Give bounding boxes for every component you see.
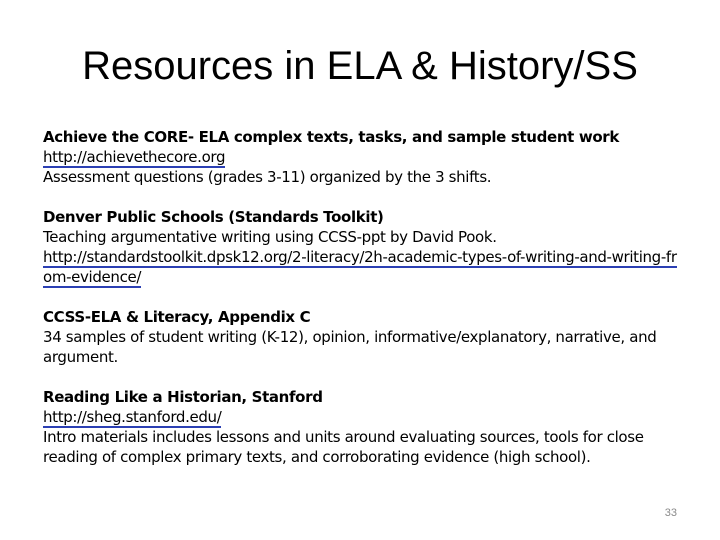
slide-body — [43, 127, 683, 487]
resource-heading: CCSS-ELA & Literacy, Appendix C — [43, 308, 311, 326]
page-number: 33 — [664, 507, 677, 519]
resource-denver-public-schools — [43, 207, 683, 287]
standards-toolkit-link[interactable]: http://standardstoolkit.dpsk12.org/2-literacy/2h-academic-types-of-writing-and-writing-from-evidence/ — [43, 248, 677, 286]
resource-heading: Denver Public Schools (Standards Toolkit) — [43, 208, 384, 226]
resource-description: 34 samples of student writing (K-12), opinion, informative/explanatory, narrative, and argument. — [43, 328, 657, 366]
slide-title: Resources in ELA & History/SS — [82, 44, 638, 88]
sheg-stanford-link[interactable]: http://sheg.stanford.edu/ — [43, 408, 222, 426]
resource-reading-like-a-historian — [43, 387, 683, 467]
resource-achieve-the-core — [43, 127, 683, 187]
resource-description: Teaching argumentative writing using CCSS-ppt by David Pook. — [43, 228, 497, 246]
achievethecore-link[interactable]: http://achievethecore.org — [43, 148, 226, 166]
resource-description: Intro materials includes lessons and units around evaluating sources, tools for close reading of complex primary texts, and corroborating evidence (high school). — [43, 428, 644, 466]
resource-ccss-appendix-c — [43, 307, 683, 367]
resource-description: Assessment questions (grades 3-11) organized by the 3 shifts. — [43, 168, 492, 186]
resource-heading: Reading Like a Historian, Stanford — [43, 388, 323, 406]
resource-heading: Achieve the CORE- ELA complex texts, tasks, and sample student work — [43, 128, 619, 146]
